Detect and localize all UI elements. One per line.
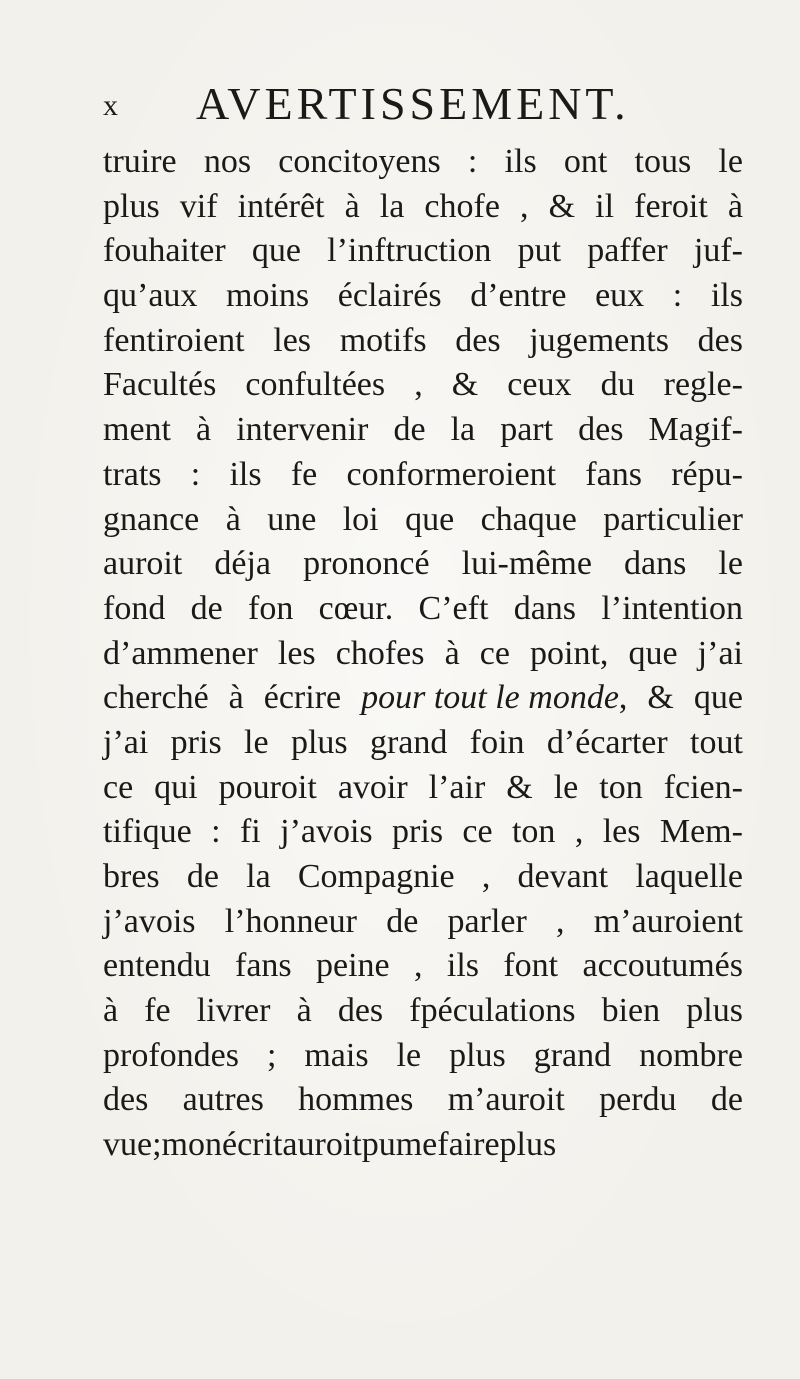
text-line: fentiroient les motifs des jugements des bbox=[103, 321, 743, 359]
text-line: qu’aux moins éclairés d’entre eux : ils bbox=[103, 277, 743, 315]
text-line: cherché à écrire pour tout le monde, & que bbox=[103, 679, 743, 717]
text-line: profondes ; mais le plus grand nombre bbox=[103, 1036, 743, 1074]
text-line: fouhaiter que l’inftruction put paffer juf- bbox=[103, 232, 743, 270]
running-title: AVERTISSEMENT. bbox=[196, 78, 630, 129]
text-line: à fe livrer à des fpéculations bien plus bbox=[103, 992, 743, 1030]
text-line: ment à intervenir de la part des Magif- bbox=[103, 411, 743, 449]
text-line: des autres hommes m’auroit perdu de bbox=[103, 1081, 743, 1119]
text-line: vue ; mon écrit auroit pu me faire plus bbox=[103, 1126, 557, 1164]
text-line: gnance à une loi que chaque particulier bbox=[103, 500, 743, 538]
text-line: plus vif intérêt à la chofe , & il feroit à bbox=[103, 187, 743, 225]
text-line: entendu fans peine , ils font accoutumés bbox=[103, 947, 743, 985]
text-line: j’ai pris le plus grand foin d’écarter tout bbox=[103, 723, 743, 761]
text-line: ce qui pouroit avoir l’air & le ton fcien- bbox=[103, 768, 743, 806]
body-text bbox=[103, 140, 743, 1168]
text-line: d’ammener les chofes à ce point, que j’ai bbox=[103, 634, 743, 672]
text-line: truire nos concitoyens : ils ont tous le bbox=[103, 143, 743, 180]
text-line: j’avois l’honneur de parler , m’auroient bbox=[103, 902, 743, 940]
text-line: fond de fon cœur. C’eft dans l’intention bbox=[103, 589, 743, 627]
text-line: trats : ils fe conformeroient fans répu- bbox=[103, 455, 743, 493]
text-line: auroit déja prononcé lui-même dans le bbox=[103, 545, 743, 583]
page-number-mark: x bbox=[103, 89, 118, 122]
text-line: Facultés confultées , & ceux du regle- bbox=[103, 366, 743, 404]
page-header bbox=[103, 74, 743, 134]
text-line: tifique : fi j’avois pris ce ton , les Mem- bbox=[103, 813, 743, 851]
text-line: bres de la Compagnie , devant laquelle bbox=[103, 858, 743, 895]
